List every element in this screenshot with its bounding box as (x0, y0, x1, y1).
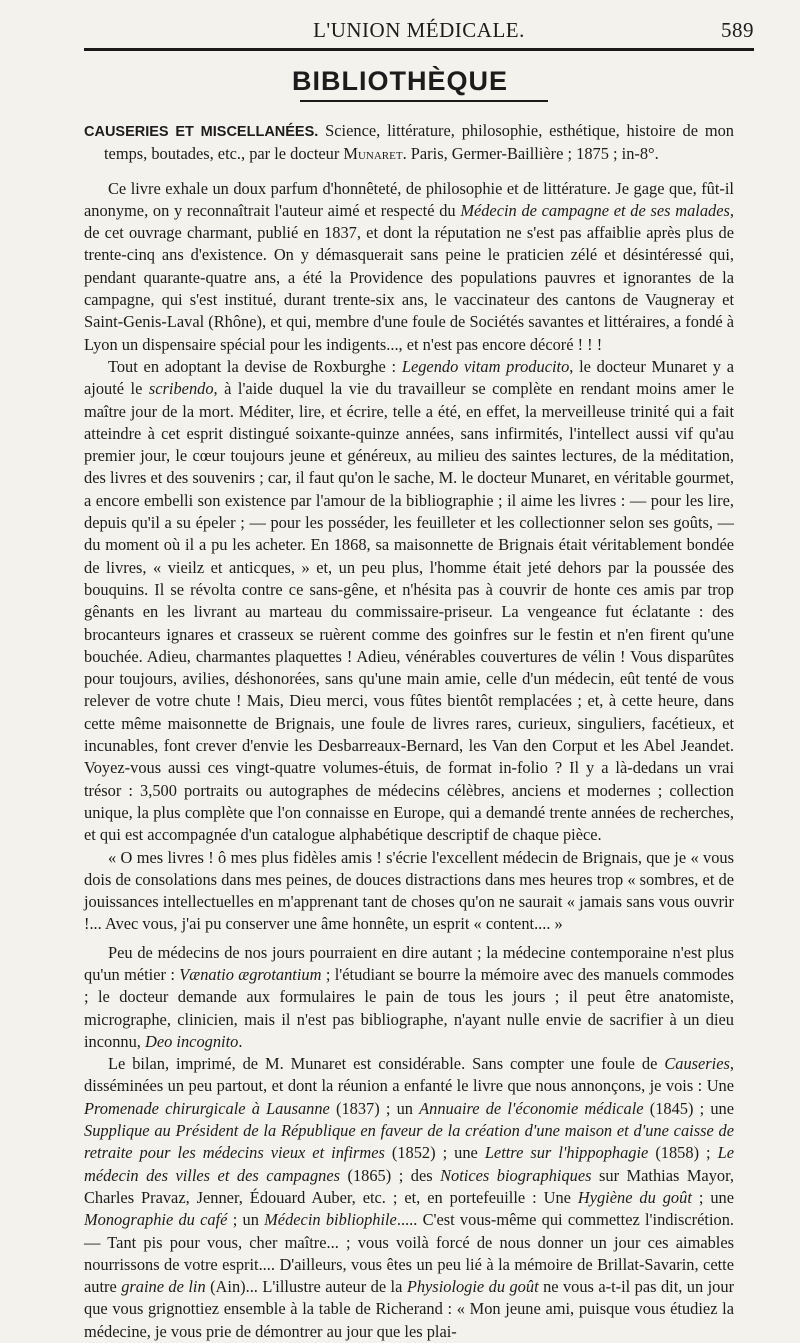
text-run: ne vous a-t-il pas dit, un jour que vous grignottiez ensemble à la table de Richerand : « Mon jeune ami, puisque vous étudiez la médecine, je vous prie de démontrer au jour que les plai- (84, 1277, 735, 1341)
work-title: Notices biographiques (440, 1165, 592, 1185)
work-title: Supplique au Président de la République en faveur de la création d'une maison et d'une caisse de retraite pour les médecins vieux et infirmes (84, 1121, 734, 1163)
text-run: , disséminées un peu partout, et dont la réunion a enfanté le livre que nous annonçons, je vois : Une (84, 1054, 734, 1096)
text-run: , à l'aide duquel la vie du travailleur se complète en rendant moins amer le maître jour de la mort. Méditer, lire, et écrire, telle a été, en effet, la merveilleuse trinité qui a fait atteindre à cet esprit distingué soixante-quinze années, sans infirmités, l'intellect aussi vif qu'au premier jour, le cœur toujours jeune et généreux, au milieu des saintes lectures, de la méditation, des livres et des souvenirs ; car, il faut qu'on le sache, M. le docteur Munaret, en véritable gourmet, a encore embelli son existence par l'amour de la bibliographie ; il aime les livres : — pour les lire, depuis qu'il a su épeler ; — pour les posséder, les feuilleter et les collectionner selon ses goûts, — du moment où il a pu les acheter. En 1868, sa maisonnette de Brignais était véritablement bondée de livres, « vieilz et anticques, » et, un peu plus, l'homme était jeté dehors par la poussée des bouquins. Il se révolta contre ce sans-gêne, et n'hésita pas à couvrir de honte ces amis par trop gênants en les livrant au marteau du commissaire-priseur. La vengeance fut éclatante : des brocanteurs ignares et crasseux se ruèrent comme des goinfres sur le festin et n'en firent qu'une bouchée. Adieu, charmantes plaquettes ! Adieu, vénérables couvertures de vélin ! Vous disparûtes pour toujours, avilies, déshonorées, sans qu'une main amie, celle d'un médecin, eût tenté de vous relever de votre chute ! Mais, Dieu merci, vous fûtes bientôt remplacées ; et, à cette heure, dans cette même maisonnette de Brignais, une foule de livres rares, curieux, singuliers, facétieux, et incunables, font crever d'envie les Desbarreaux-Bernard, les Van den Corput et les Abel Jeandet. Voyez-vous aussi ces vingt-quatre volumes-étuis, de format in-folio ? Il y a là-dedans un vrai trésor : 3,500 portraits ou autographes de médecins célèbres, anciens et modernes ; collection unique, la plus complète que l'on connaisse en Europe, qui a demandé trente années de recherches, et qui est accompagnée d'un catalogue alphabétique descriptif de chaque pièce. (84, 379, 734, 845)
text-run: (Ain)... L'illustre auteur de la (205, 1277, 407, 1297)
entry-label: CAUSERIES ET MISCELLANÉES. (84, 124, 319, 140)
work-title: Physiologie du goût (406, 1277, 539, 1297)
work-title: Le médecin des villes et des campagnes (84, 1143, 734, 1185)
quote-paragraph: « O mes livres ! ô mes plus fidèles amis ! s'écrie l'excellent médecin de Brignais, que je « vous dois de consolations dans mes peines, de douces distractions dans mes heures trop « sombres, et de jouissances intellectuelles en m'apprenant tant de choses qu'on ne saurait « jamais sans vous ouvrir !... Avec vous, j'ai pu conserver une âme honnête, un esprit « content.... » (84, 847, 734, 934)
section-title-rule (300, 100, 548, 102)
text-run: sur Mathias Mayor, Charles Pravaz, Jenner, Édouard Auber, etc. ; et, en portefeuille : Une (84, 1165, 734, 1207)
work-title: Promenade chirurgicale à Lausanne (84, 1098, 330, 1118)
text-run: (1852) ; une (384, 1143, 485, 1163)
latin-motto: Legendo vitam producito (401, 356, 570, 376)
text-run: (1845) ; une (643, 1098, 734, 1118)
latin-phrase: Deo incognito (145, 1031, 239, 1051)
header-rule (84, 48, 754, 51)
work-title: Monographie du café (84, 1210, 228, 1230)
entry-description: Science, littérature, philosophie, esthétique, histoire de mon temps, boutades, etc., par le docteur (104, 121, 734, 164)
work-title: graine de lin (121, 1277, 206, 1297)
work-title: Médecin bibliophile (264, 1210, 397, 1230)
book-title: Médecin de campagne et de ses malades (460, 200, 730, 220)
text-run: ; l'étudiant se bourre la mémoire avec des manuels commodes ; le docteur demande aux formulaires le pain de tous les jours ; il peut être anatomiste, micrographe, clinicien, mais il n'est pas bibliographe, n'ayant nulle envie de sacrifier à un dieu inconnu, (84, 964, 734, 1051)
paragraph-4 (84, 1053, 734, 1343)
text-run: , de cet ouvrage charmant, publié en 1837, et dont la réputation ne s'est pas affaiblie après plus de trente-cinq ans d'existence. On y démasquerait sans peine le praticien zélé et désintéressé qui, pendant quarante-quatre ans, a été la Providence des populations pauvres et ignorantes de la campagne, qui s'est institué, durant trente-six ans, le vaccinateur des cantons de Vaugneray et Saint-Genis-Laval (Rhône), et qui, membre d'une foule de Sociétés savantes et littéraires, a fondé à Lyon un dispensaire spécial pour les indigents..., et n'est pas encore décoré ! ! ! (84, 200, 734, 354)
paragraph-1 (84, 178, 734, 356)
work-title: Causeries (664, 1054, 730, 1074)
entry-publication: . Paris, Germer-Baillière ; 1875 ; in-8°. (402, 144, 659, 164)
text-run: , le docteur Munaret y a ajouté le (84, 356, 734, 399)
text-run: ; une (691, 1187, 734, 1207)
text-run: (1865) ; des (340, 1165, 441, 1185)
text-run: Ce livre exhale un doux parfum d'honnêteté, de philosophie et de littérature. Je gage que, fût-il anonyme, on y reconnaîtrait l'auteur aimé et respecté du (84, 178, 734, 220)
entry-author: Munaret (343, 144, 403, 164)
text-run: Tout en adoptant la devise de Roxburghe : (108, 356, 402, 376)
text-run: (1858) ; (648, 1143, 718, 1163)
article-body (84, 120, 734, 1343)
text-run: ; un (227, 1210, 265, 1230)
paragraph-3 (84, 942, 734, 1053)
text-run: Le bilan, imprimé, de M. Munaret est considérable. Sans compter une foule de (108, 1054, 665, 1074)
work-title: Annuaire de l'économie médicale (419, 1098, 644, 1118)
latin-word: scribendo (148, 379, 214, 399)
running-title: L'UNION MÉDICALE. (313, 18, 525, 42)
bibliographic-entry (84, 120, 734, 166)
latin-phrase: Vænatio ægrotantium (179, 964, 322, 984)
text-run: Peu de médecins de nos jours pourraient en dire autant ; la médecine contemporaine n'est plus qu'un métier : (84, 942, 734, 984)
text-run: . (238, 1031, 243, 1051)
section-title: BIBLIOTHÈQUE (291, 66, 508, 96)
page-number: 589 (721, 18, 754, 42)
work-title: Lettre sur l'hippophagie (484, 1143, 649, 1163)
text-run: ..... C'est vous-même qui commettez l'indiscrétion. — Tant pis pour vous, cher maître... ; vous voilà forcé de nous donner un jour ces aimables nourrissons de votre esprit.... D'ailleurs, vous êtes un peu lié à la mémoire de Brillat-Savarin, cette autre (84, 1210, 734, 1297)
text-run: (1837) ; un (329, 1098, 420, 1118)
running-head (84, 16, 754, 46)
work-title: Hygiène du goût (577, 1187, 692, 1207)
paragraph-2 (84, 356, 734, 847)
